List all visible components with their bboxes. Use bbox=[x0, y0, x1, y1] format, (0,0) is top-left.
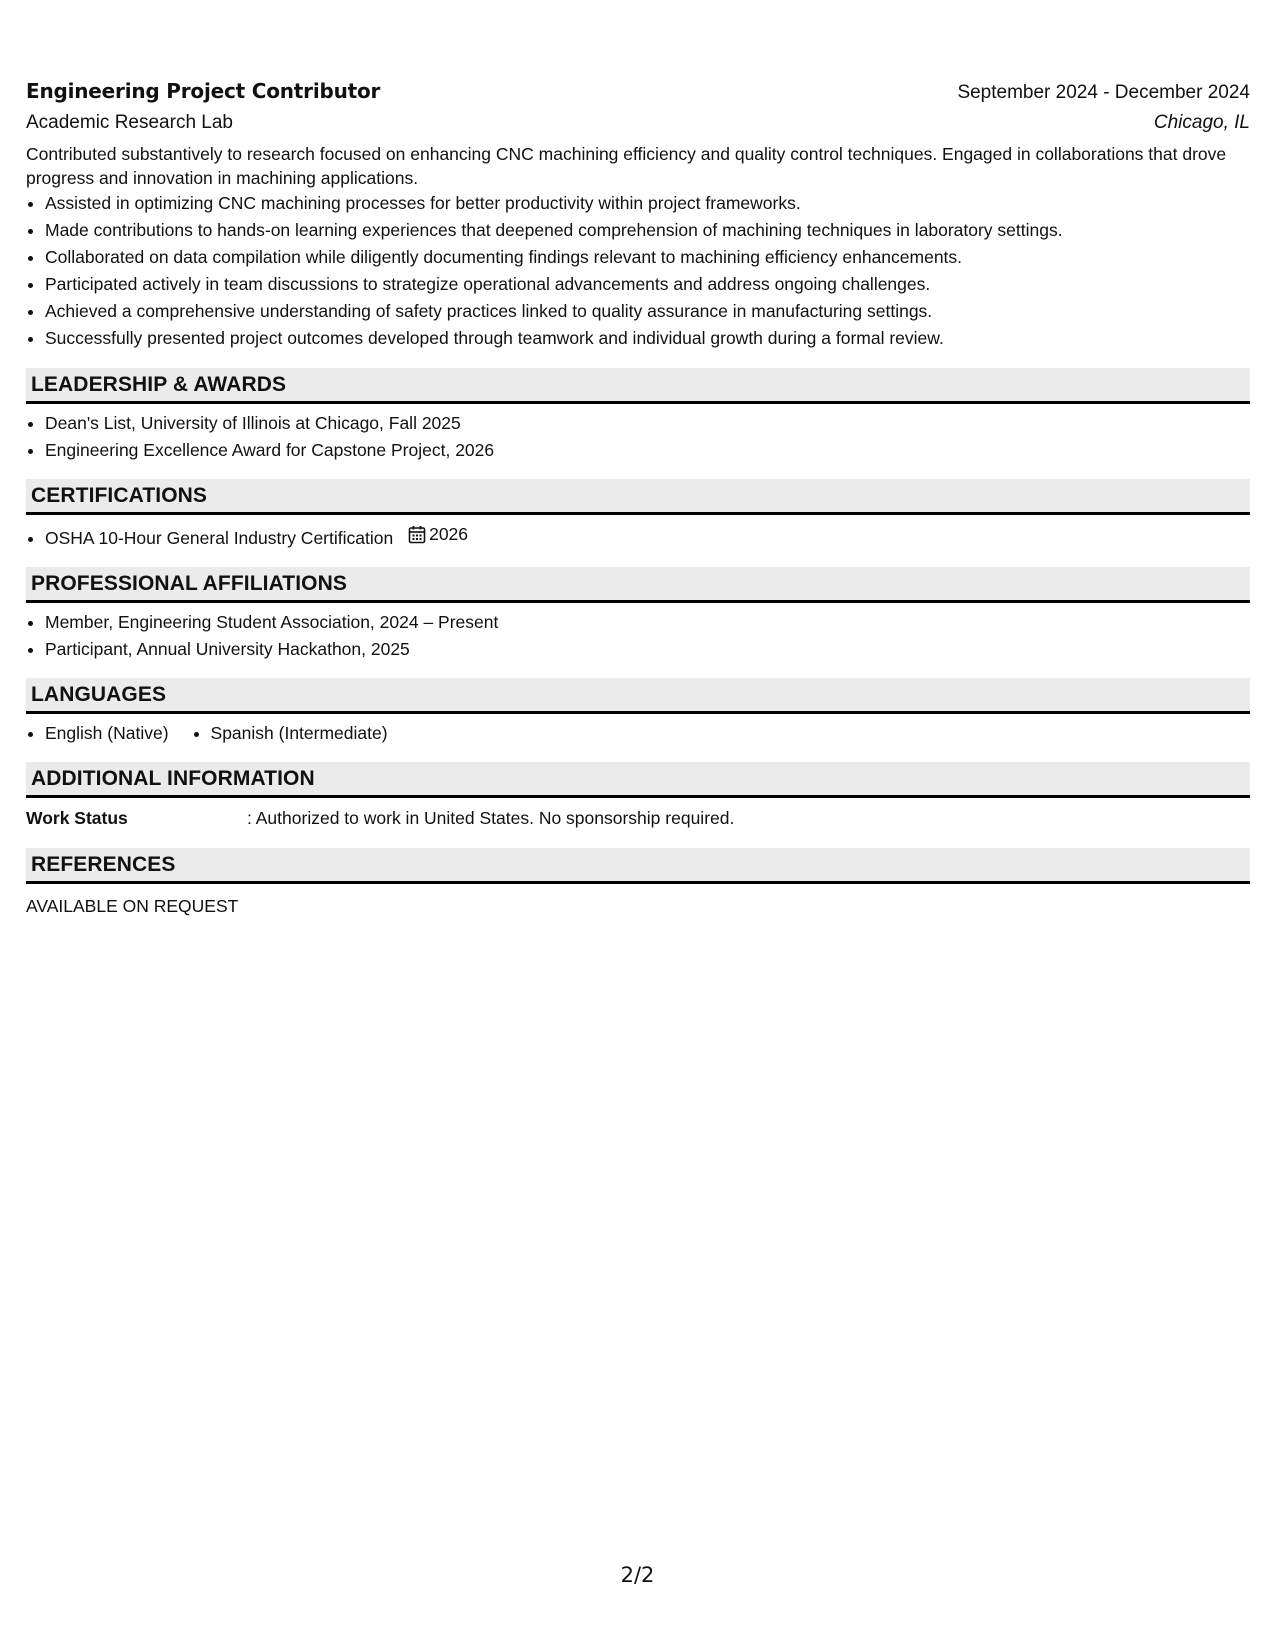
list-item: • Collaborated on data compilation while diligently documenting findings relevant to machining efficiency enhancements. bbox=[45, 244, 1250, 271]
certifications-list bbox=[26, 521, 1250, 552]
references-text: AVAILABLE ON REQUEST bbox=[26, 896, 239, 916]
section-heading-languages bbox=[26, 678, 1250, 714]
work-status-label: Work Status bbox=[26, 808, 128, 828]
section-heading-text: CERTIFICATIONS bbox=[31, 483, 208, 507]
list-item: • Spanish (Intermediate) bbox=[211, 720, 388, 747]
list-item: • Engineering Excellence Award for Capstone Project, 2026 bbox=[45, 437, 1250, 464]
section-heading-text: LEADERSHIP & AWARDS bbox=[31, 372, 287, 396]
calendar-icon bbox=[408, 525, 426, 544]
leadership-section bbox=[26, 410, 1250, 464]
experience-location: Chicago, IL bbox=[1153, 112, 1250, 133]
section-heading-references bbox=[26, 848, 1250, 884]
list-item: • Participant, Annual University Hackathon, 2025 bbox=[45, 636, 1250, 663]
list-item bbox=[45, 521, 1250, 552]
section-heading-certifications bbox=[26, 479, 1250, 515]
certification-date bbox=[408, 521, 468, 548]
certification-year: 2026 bbox=[429, 524, 469, 544]
leadership-list bbox=[26, 410, 1250, 464]
experience-organization: Academic Research Lab bbox=[26, 112, 233, 133]
languages-list bbox=[26, 720, 1250, 747]
list-item: • Assisted in optimizing CNC machining processes for better productivity within project frameworks. bbox=[45, 190, 1250, 217]
list-item: • Successfully presented project outcomes developed through teamwork and individual growth during a formal review. bbox=[45, 325, 1250, 352]
certification-name: OSHA 10-Hour General Industry Certification bbox=[45, 528, 394, 548]
certifications-section bbox=[26, 521, 1250, 552]
section-heading-text: LANGUAGES bbox=[31, 682, 167, 706]
section-heading-text: REFERENCES bbox=[31, 852, 176, 876]
resume-page bbox=[26, 76, 1250, 918]
experience-bullets bbox=[26, 190, 1250, 352]
list-item: • Achieved a comprehensive understanding of safety practices linked to quality assurance in manufacturing settings. bbox=[45, 298, 1250, 325]
list-item: • Participated actively in team discussions to strategize operational advancements and address ongoing challenges. bbox=[45, 271, 1250, 298]
experience-title: Engineering Project Contributor bbox=[26, 79, 381, 103]
list-item: • English (Native) bbox=[45, 720, 169, 747]
experience-subheader-row bbox=[26, 108, 1250, 138]
work-status-row bbox=[26, 806, 1250, 830]
affiliations-list bbox=[26, 609, 1250, 663]
section-heading-leadership bbox=[26, 368, 1250, 404]
section-heading-affiliations bbox=[26, 567, 1250, 603]
section-heading-text: ADDITIONAL INFORMATION bbox=[31, 766, 315, 790]
list-item: • Member, Engineering Student Association, 2024 – Present bbox=[45, 609, 1250, 636]
work-status-value: : Authorized to work in United States. No sponsorship required. bbox=[247, 808, 735, 828]
languages-section bbox=[26, 720, 1250, 747]
affiliations-section bbox=[26, 609, 1250, 663]
experience-summary: Contributed substantively to research focused on enhancing CNC machining efficiency and quality control techniques. Engaged in collaborations that drove progress and innovation in machining applications. bbox=[26, 144, 1227, 188]
section-heading-additional bbox=[26, 762, 1250, 798]
experience-header-row bbox=[26, 76, 1250, 108]
list-item: • Made contributions to hands-on learning experiences that deepened comprehension of machining techniques in laboratory settings. bbox=[45, 217, 1250, 244]
experience-entry bbox=[26, 76, 1250, 352]
section-heading-text: PROFESSIONAL AFFILIATIONS bbox=[31, 571, 347, 595]
experience-dates: September 2024 - December 2024 bbox=[957, 82, 1250, 103]
page-number: 2/2 bbox=[620, 1563, 655, 1587]
list-item: • Dean's List, University of Illinois at Chicago, Fall 2025 bbox=[45, 410, 1250, 437]
